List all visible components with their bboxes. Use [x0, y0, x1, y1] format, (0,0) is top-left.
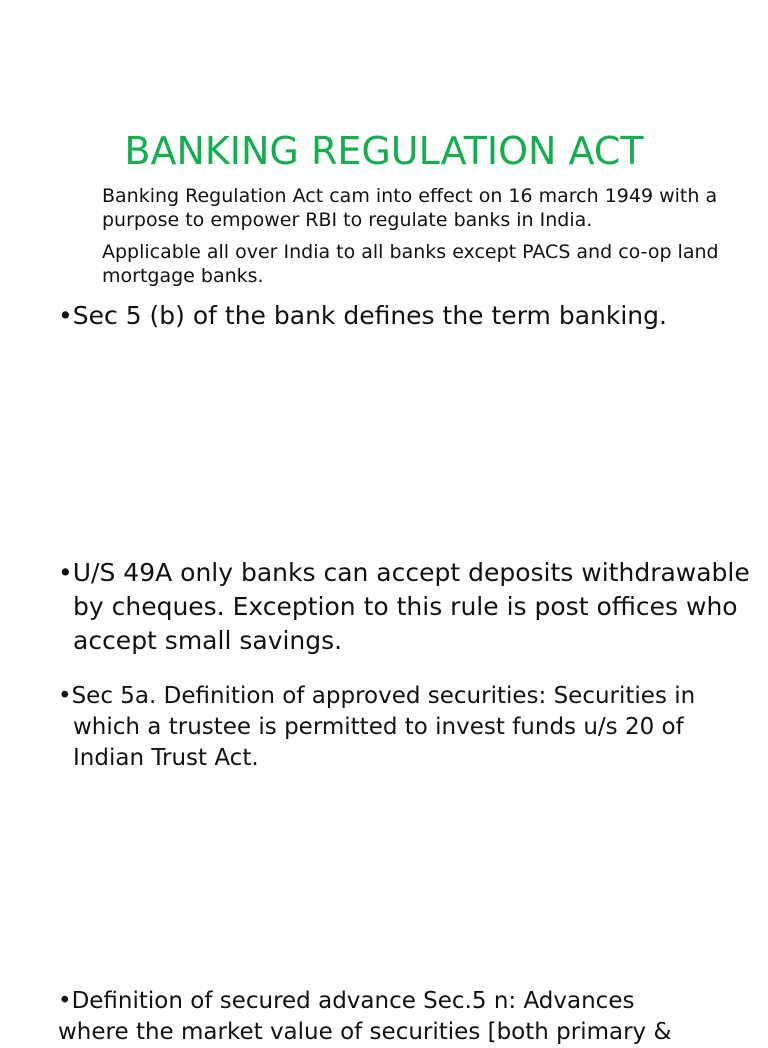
bullet-secured-advance	[58, 986, 753, 1048]
intro-paragraph-effective-date: Banking Regulation Act cam into effect on 16 march 1949 with a purpose to empower RBI to regulate banks in India.	[102, 185, 718, 231]
bullet-us-49a: •U/S 49A only banks can accept deposits withdrawable by cheques. Exception to this rule is post offices who accept small savings.	[58, 558, 750, 655]
bullet-sec-5a: •Sec 5a. Definition of approved securities: Securities in which a trustee is permitted to invest funds u/s 20 of Indian Trust Act.	[58, 683, 696, 771]
bullet-sec-5b: •Sec 5 (b) of the bank defines the term banking.	[58, 301, 667, 330]
secured-advance-line-1: •Definition of secured advance Sec.5 n: Advances	[58, 988, 635, 1014]
secured-advance-line-2: where the market value of securities [both primary &	[58, 1019, 672, 1045]
intro-paragraph-applicability: Applicable all over India to all banks except PACS and co-op land mortgage banks.	[102, 241, 719, 287]
slide-title: BANKING REGULATION ACT	[124, 129, 644, 173]
